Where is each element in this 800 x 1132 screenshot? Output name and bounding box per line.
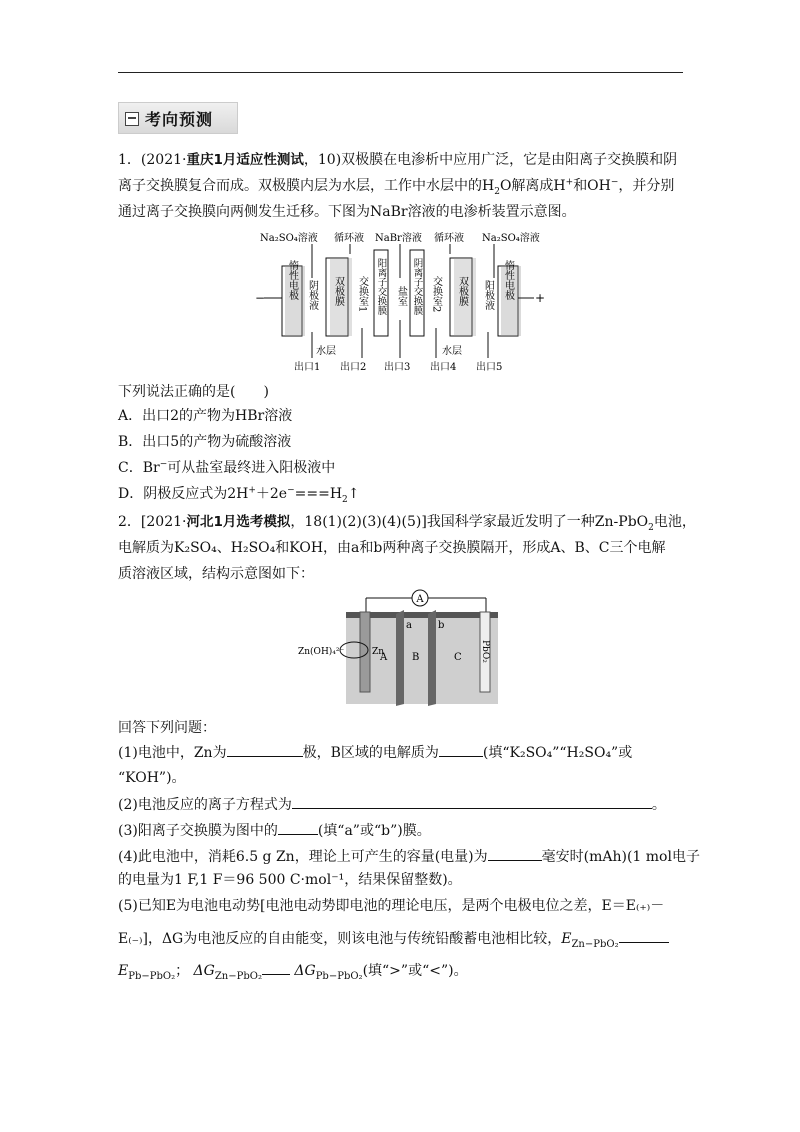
anion-membrane-label: 阴离子交换膜 bbox=[411, 258, 423, 315]
q2-s5-end: (填“>”或“<”)。 bbox=[362, 963, 468, 979]
cation-membrane-label: 阳离子交换膜 bbox=[375, 258, 387, 315]
q2-sub5: (5)已知E为电池电动势[电池电动势即电池的理论电压，是两个电极电位之差，E＝E₍₊₎－ bbox=[118, 898, 665, 914]
q1-source: 重庆1月适应性测试 bbox=[186, 152, 304, 168]
water-layer-2: 水层 bbox=[442, 346, 462, 357]
q1-optc-pre: C．Br bbox=[118, 460, 160, 476]
pbo2-label: PbO₂ bbox=[480, 640, 490, 663]
q2-sub4 bbox=[118, 846, 700, 867]
cathode-liquid: 阴极液 bbox=[306, 280, 318, 310]
q2-sub4-cont: 的电量为1 F,1 F＝96 500 C·mol⁻¹，结果保留整数)。 bbox=[118, 872, 462, 888]
q1-optc-post: 可从盐室最终进入阳极液中 bbox=[167, 460, 336, 476]
q1-option-d bbox=[118, 484, 688, 504]
q1-line2 bbox=[118, 176, 688, 196]
q2-l1-sub: 2 bbox=[648, 522, 654, 533]
e-pb-sub: Pb−PbO₂ bbox=[128, 970, 176, 982]
outlet-1: 出口1 bbox=[294, 362, 321, 373]
q2-s2-end: 。 bbox=[651, 797, 666, 813]
section-header bbox=[118, 102, 238, 134]
answer-blank-4[interactable] bbox=[278, 820, 318, 835]
q2-line1 bbox=[118, 512, 696, 533]
outlet-3: 出口3 bbox=[384, 362, 411, 373]
q1-optd-sup1: + bbox=[248, 485, 256, 496]
q1-optd-mid: ＋2e bbox=[255, 486, 288, 502]
q1-src-post: ，10) bbox=[303, 152, 342, 168]
outlet-5: 出口5 bbox=[476, 362, 503, 373]
q2-s5-b: E₍₋₎]，ΔG为电池反应的自由能变，则该电池与传统铅酸蓄电池相比较， bbox=[118, 931, 562, 947]
fig1-top-label-2: 循环液 bbox=[334, 233, 364, 244]
e-zn-symbol: E bbox=[561, 931, 572, 947]
q2-s3-b: (填“a”或“b”)膜。 bbox=[317, 823, 431, 839]
q1-l2-sup2: − bbox=[610, 177, 619, 188]
battery-diagram bbox=[296, 588, 506, 706]
q1-l2c: 和OH bbox=[573, 178, 611, 194]
q2-sub1 bbox=[118, 742, 688, 763]
gas-arrow-icon: ↑ bbox=[347, 486, 360, 502]
membrane-b-label: b bbox=[438, 620, 445, 631]
region-b: B bbox=[412, 652, 420, 663]
q2-s2: (2)电池反应的离子方程式为 bbox=[118, 797, 292, 813]
q2-sub3 bbox=[118, 820, 688, 841]
q2-text2: 电池， bbox=[653, 514, 696, 530]
q1-optd-eq: ===H bbox=[294, 486, 343, 502]
fig1-top-label-4: 循环液 bbox=[434, 233, 464, 244]
fig1-top-label-3: NaBr溶液 bbox=[375, 233, 422, 244]
q1-l2d: ，并分别 bbox=[618, 178, 675, 194]
salt-room: 盐室 bbox=[395, 286, 407, 306]
q2-sub1-cont: “KOH”)。 bbox=[118, 770, 186, 786]
minus-terminal: − bbox=[254, 291, 266, 305]
q1-line1 bbox=[118, 150, 688, 170]
q1-number: 1． bbox=[118, 152, 141, 168]
q1-l2b: O解离成H bbox=[499, 178, 566, 194]
membrane-b bbox=[428, 610, 436, 706]
exchange-room-2: 交换室2 bbox=[430, 276, 442, 313]
bipolar-membrane-2-label: 双极膜 bbox=[456, 276, 468, 306]
plus-terminal: + bbox=[534, 291, 546, 305]
q2-number: 2． bbox=[118, 514, 141, 530]
answer-blank-2[interactable] bbox=[439, 742, 483, 757]
zincate-label: Zn(OH)₄²⁻ bbox=[298, 647, 345, 657]
zn-electrode bbox=[360, 612, 370, 692]
exchange-room-1: 交换室1 bbox=[356, 276, 368, 313]
q1-text: 双极膜在电渗析中应用广泛，它是由阳离子交换膜和阴 bbox=[341, 152, 678, 168]
section-title: 考向预测 bbox=[145, 110, 214, 129]
answer-blank-7[interactable] bbox=[262, 960, 290, 975]
q1-option-a: A．出口2的产物为HBr溶液 bbox=[118, 408, 293, 424]
e-zn-sub: Zn−PbO₂ bbox=[571, 938, 619, 950]
fig1-top-label-1: Na₂SO₄溶液 bbox=[260, 233, 318, 244]
q2-sub2 bbox=[118, 794, 688, 815]
q2-s4-b: 毫安时(mAh)(1 mol电子 bbox=[541, 849, 700, 865]
dg-pb-sub: Pb−PbO₂ bbox=[315, 970, 363, 982]
q2-sub5-cont bbox=[118, 928, 688, 949]
q1-l2-sup1: + bbox=[565, 177, 574, 188]
q2-sub5-cont2 bbox=[118, 960, 688, 981]
ammeter-label: A bbox=[416, 594, 424, 605]
q1-l2-sub: 2 bbox=[494, 186, 500, 197]
q2-source: 河北1月选考模拟 bbox=[186, 514, 291, 530]
q1-optc-sup: − bbox=[159, 459, 168, 470]
electrodialysis-diagram bbox=[250, 228, 560, 374]
membrane-a-label: a bbox=[406, 620, 412, 631]
dg-zn-symbol: ΔG bbox=[193, 963, 215, 979]
dg-pb-symbol: ΔG bbox=[294, 963, 316, 979]
zn-label: Zn bbox=[372, 647, 385, 657]
e-pb-symbol: E bbox=[118, 963, 129, 979]
q2-line3: 质溶液区域，结构示意图如下： bbox=[118, 566, 314, 582]
water-layer-1: 水层 bbox=[316, 346, 336, 357]
anode-liquid: 阳极液 bbox=[482, 280, 494, 310]
q2-s3-a: (3)阳离子交换膜为图中的 bbox=[118, 823, 278, 839]
q1-option-c bbox=[118, 458, 688, 478]
section-icon bbox=[125, 112, 139, 126]
q2-s4-a: (4)此电池中，消耗6.5 g Zn，理论上可产生的容量(电量)为 bbox=[118, 849, 488, 865]
q2-sep: ； bbox=[175, 963, 190, 979]
region-a: A bbox=[380, 652, 388, 663]
header-rule bbox=[118, 72, 683, 73]
q1-optd-pre: D．阴极反应式为2H bbox=[118, 486, 249, 502]
outlet-2: 出口2 bbox=[340, 362, 367, 373]
left-electrode-label: 惰性电极 bbox=[286, 260, 298, 300]
q2-src-pre: [2021· bbox=[140, 514, 187, 530]
right-electrode-label: 惰性电极 bbox=[502, 260, 514, 300]
fig1-top-label-5: Na₂SO₄溶液 bbox=[482, 233, 540, 244]
q1-optd-sub: 2 bbox=[342, 494, 348, 505]
q2-s1-c: (填“K₂SO₄”“H₂SO₄”或 bbox=[482, 745, 633, 761]
q2-prompt: 回答下列问题： bbox=[118, 720, 216, 736]
q2-line2: 电解质为K₂SO₄、H₂SO₄和KOH，由a和b两种离子交换膜隔开，形成A、B、C三个电解 bbox=[118, 540, 666, 556]
q2-s1-a: (1)电池中，Zn为 bbox=[118, 745, 227, 761]
region-c: C bbox=[454, 652, 462, 663]
answer-blank-6[interactable] bbox=[619, 928, 669, 943]
q1-src-pre: (2021· bbox=[140, 152, 187, 168]
q1-question: 下列说法正确的是( ) bbox=[118, 384, 269, 400]
answer-blank-3[interactable] bbox=[292, 794, 652, 809]
q2-text: 我国科学家最近发明了一种Zn-PbO bbox=[426, 514, 649, 530]
q1-line3: 通过离子交换膜向两侧发生迁移。下图为NaBr溶液的电渗析装置示意图。 bbox=[118, 204, 576, 220]
q2-s1-b: 极，B区域的电解质为 bbox=[302, 745, 439, 761]
answer-blank-5[interactable] bbox=[488, 846, 542, 861]
q2-src-post: ，18(1)(2)(3)(4)(5)] bbox=[290, 514, 427, 530]
bipolar-membrane-1-label: 双极膜 bbox=[332, 276, 344, 306]
answer-blank-1[interactable] bbox=[227, 742, 303, 757]
outlet-4: 出口4 bbox=[430, 362, 457, 373]
q1-optd-sup2: − bbox=[287, 485, 295, 496]
q1-l2a: 离子交换膜复合而成。双极膜内层为水层，工作中水层中的H bbox=[118, 178, 495, 194]
q1-option-b: B．出口5的产物为硫酸溶液 bbox=[118, 434, 292, 450]
membrane-a bbox=[396, 610, 404, 706]
dg-zn-sub: Zn−PbO₂ bbox=[214, 970, 262, 982]
